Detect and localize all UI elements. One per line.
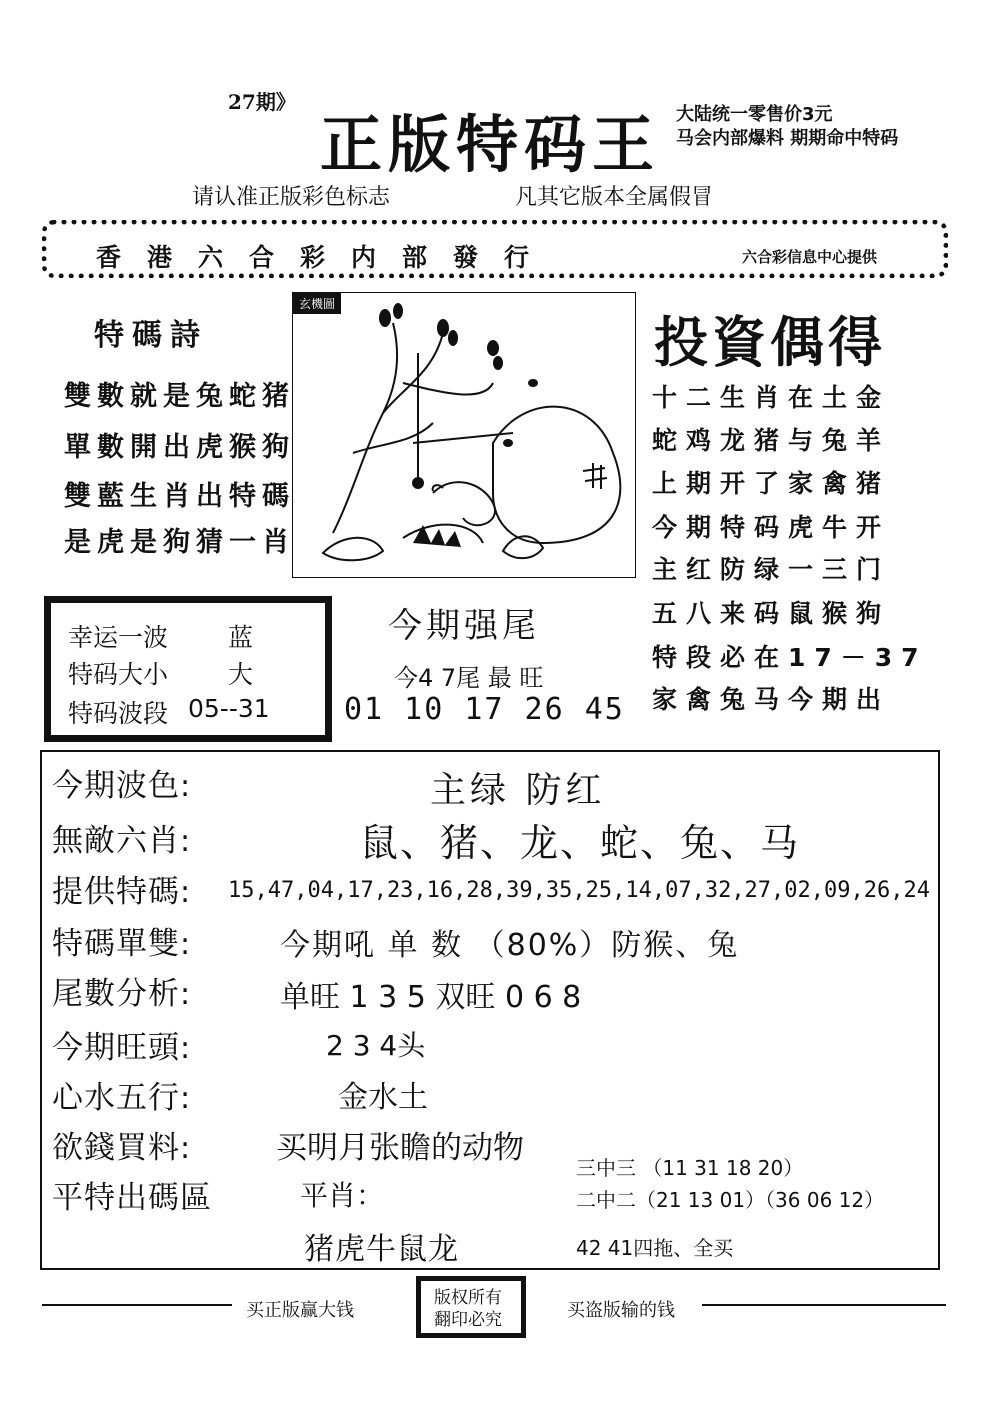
row-label: 尾數分析:	[52, 976, 192, 1012]
invest-line: 上期开了家禽猪	[652, 469, 891, 498]
combo-line: 三中三 （11 31 18 20）	[576, 1156, 804, 1180]
price-text: 大陆统一零售价3元	[676, 104, 833, 125]
footer-right-text: 买盗版输的钱	[567, 1300, 675, 1321]
footer-left-text: 买正版赢大钱	[246, 1300, 354, 1321]
six-zodiac-value: 鼠、猪、龙、蛇、兔、马	[360, 821, 801, 865]
luck-label: 特码大小	[68, 660, 169, 689]
banner-text: 香港六合彩内部發行	[96, 243, 556, 272]
luck-label: 特码波段	[68, 699, 169, 728]
invest-line: 蛇鸡龙猪与兔羊	[652, 426, 891, 455]
notice-left: 请认准正版彩色标志	[192, 185, 391, 210]
ink-sketch-icon	[293, 293, 636, 578]
page-title: 正版特码王	[320, 108, 661, 181]
row-label: 平特出碼區	[52, 1180, 212, 1216]
strong-tail-sub: 今4 7尾 最 旺	[394, 664, 544, 692]
numbers-value: 15,47,04,17,23,16,28,39,35,25,14,07,32,27,02,09,26,24	[228, 878, 930, 903]
poem-line: 雙藍生肖出特碼	[64, 481, 295, 512]
invest-line: 十二生肖在土金	[652, 383, 891, 412]
invest-line: 家禽兔马今期出	[652, 685, 891, 714]
combo-line: 42 41四拖、全买	[576, 1236, 734, 1260]
invest-line: 主红防绿一三门	[652, 555, 891, 584]
strong-tail-title: 今期强尾	[388, 606, 540, 646]
five-elements-value: 金水土	[338, 1080, 428, 1115]
issue-number: 27期》	[228, 90, 296, 114]
row-label: 欲錢買料:	[52, 1130, 192, 1166]
footer-divider	[702, 1304, 946, 1306]
invest-line: 今期特码虎牛开	[652, 513, 891, 542]
row-label: 今期波色:	[52, 768, 192, 804]
tagline-text: 马会内部爆料 期期命中特码	[676, 128, 899, 149]
row-label: 無敵六肖:	[52, 823, 192, 859]
luck-value: 05--31	[188, 694, 270, 723]
strong-tail-numbers: 01 10 17 26 45	[344, 692, 625, 727]
riddle-illustration	[292, 292, 636, 578]
wave-color-value: 主绿 防红	[430, 770, 606, 811]
row-label: 心水五行:	[52, 1080, 192, 1116]
invest-line: 特段必在17－37	[652, 643, 928, 672]
notice-right: 凡其它版本全属假冒	[515, 185, 714, 210]
luck-value: 蓝	[228, 623, 254, 652]
invest-line: 五八来码鼠猴狗	[652, 599, 891, 628]
head-value: 2 3 4头	[326, 1029, 426, 1062]
row-label: 今期旺頭:	[52, 1030, 192, 1066]
odd-even-value: 今期吼 单 数 （80%）防猴、兔	[280, 928, 740, 963]
buy-value: 买明月张瞻的动物	[276, 1130, 524, 1166]
poem-line: 雙數就是兔蛇猪	[64, 381, 295, 412]
copyright-line: 版权所有	[434, 1288, 502, 1308]
poem-title: 特碼詩	[94, 318, 208, 353]
row-label: 提供特碼:	[52, 874, 192, 910]
illustration-label: 玄機圖	[293, 293, 341, 314]
invest-title: 投資偶得	[654, 311, 886, 374]
combo-line: 二中二（21 13 01）（36 06 12）	[576, 1188, 885, 1212]
luck-value: 大	[228, 660, 254, 689]
poem-line: 單數開出虎猴狗	[64, 432, 295, 463]
footer-divider	[42, 1304, 232, 1306]
row-label: 特碼單雙:	[52, 926, 192, 962]
banner-credit: 六合彩信息中心提供	[742, 248, 878, 266]
luck-label: 幸运一波	[68, 623, 169, 652]
flat-label: 平肖：	[300, 1179, 385, 1212]
flat-value: 猪虎牛鼠龙	[304, 1232, 459, 1267]
copyright-line: 翻印必究	[434, 1310, 502, 1330]
tail-value: 单旺 1 3 5 双旺 0 6 8	[280, 980, 582, 1015]
poem-line: 是虎是狗猜一肖	[64, 527, 295, 558]
